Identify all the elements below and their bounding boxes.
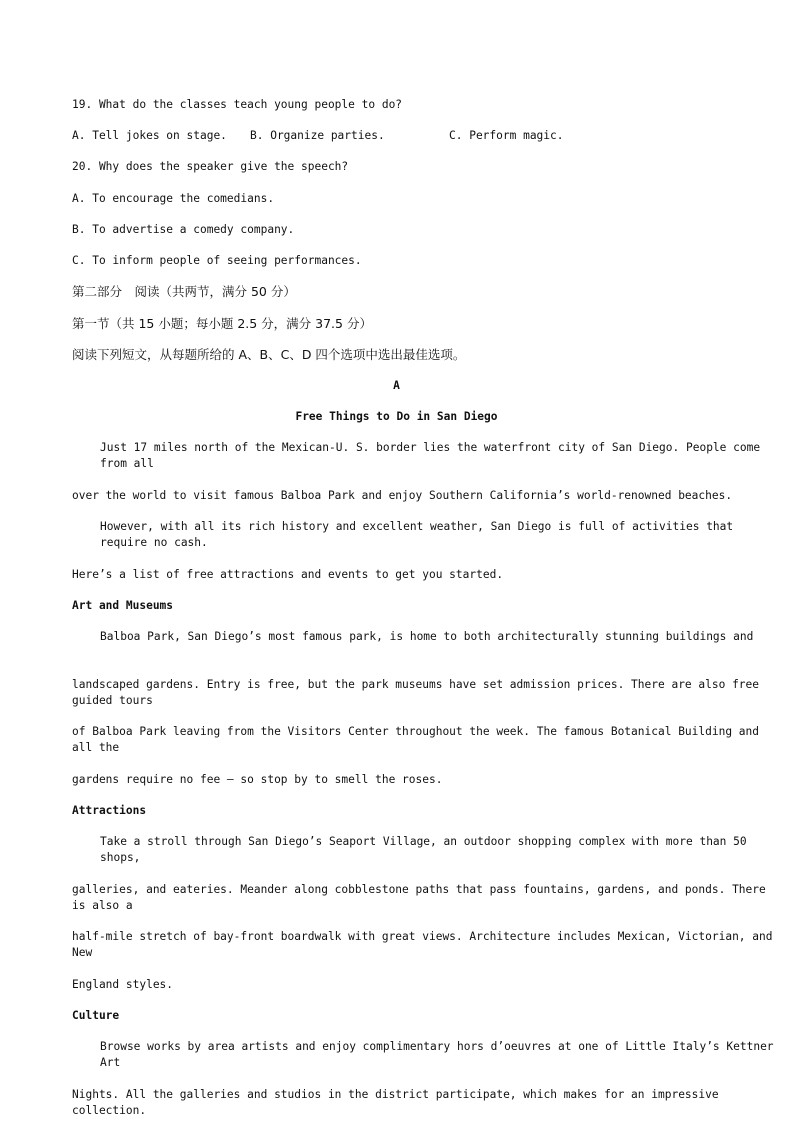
question-19-options [72,128,564,144]
question-19: 19. What do the classes teach young people to do? [72,98,403,111]
sub-heading: 第一节（共 15 小题；每小题 2.5 分，满分 37.5 分） [72,316,372,331]
section-heading-culture: Culture [72,1009,120,1022]
attractions-line3: half-mile stretch of bay-front boardwalk with great views. Architecture includes Mexican, Victorian, and New [72,930,773,959]
art-line4: gardens require no fee — so stop by to smell the roses. [72,773,443,786]
art-line1: Balboa Park, San Diego’s most famous park, is home to both architecturally stunning buildings and [100,630,754,643]
culture-line1: Browse works by area artists and enjoy complimentary hors d’oeuvres at one of Little Italy’s Kettner Art [100,1040,774,1069]
question-20: 20. Why does the speaker give the speech? [72,160,349,173]
part-heading: 第二部分 阅读（共两节，满分 50 分） [72,284,296,299]
option-b: B. Organize parties. [250,129,385,142]
option-a: A. Tell jokes on stage. [72,129,227,142]
paragraph-list-intro: Here’s a list of free attractions and events to get you started. [72,568,504,581]
art-line2: landscaped gardens. Entry is free, but the park museums have set admission prices. There are also free guided tours [72,678,760,707]
section-heading-attractions: Attractions [72,804,147,817]
option-b: B. To advertise a comedy company. [72,223,295,236]
instruction: 阅读下列短文，从每题所给的 A、B、C、D 四个选项中选出最佳选项。 [72,347,466,362]
option-a: A. To encourage the comedians. [72,192,275,205]
passage-title: Free Things to Do in San Diego [295,410,498,423]
passage-letter: A [393,379,400,392]
attractions-line1: Take a stroll through San Diego’s Seaport Village, an outdoor shopping complex with more than 50 shops, [100,835,747,864]
attractions-line4: England styles. [72,978,174,991]
section-heading-art: Art and Museums [72,599,174,612]
option-c: C. Perform magic. [449,129,564,142]
paragraph-intro-line2: over the world to visit famous Balboa Park and enjoy Southern California’s world-renowned beaches. [72,489,733,502]
option-c: C. To inform people of seeing performances. [72,254,362,267]
attractions-line2: galleries, and eateries. Meander along cobblestone paths that pass fountains, gardens, and ponds. There is also a [72,883,766,912]
culture-line2: Nights. All the galleries and studios in the district participate, which makes for an impressive collection. [72,1088,719,1117]
paragraph-intro-line1: Just 17 miles north of the Mexican-U. S. border lies the waterfront city of San Diego. People come from all [100,441,761,470]
art-line3: of Balboa Park leaving from the Visitors Center throughout the week. The famous Botanical Building and all the [72,725,760,754]
paragraph-however: However, with all its rich history and excellent weather, San Diego is full of activities that require no cash. [100,520,734,549]
